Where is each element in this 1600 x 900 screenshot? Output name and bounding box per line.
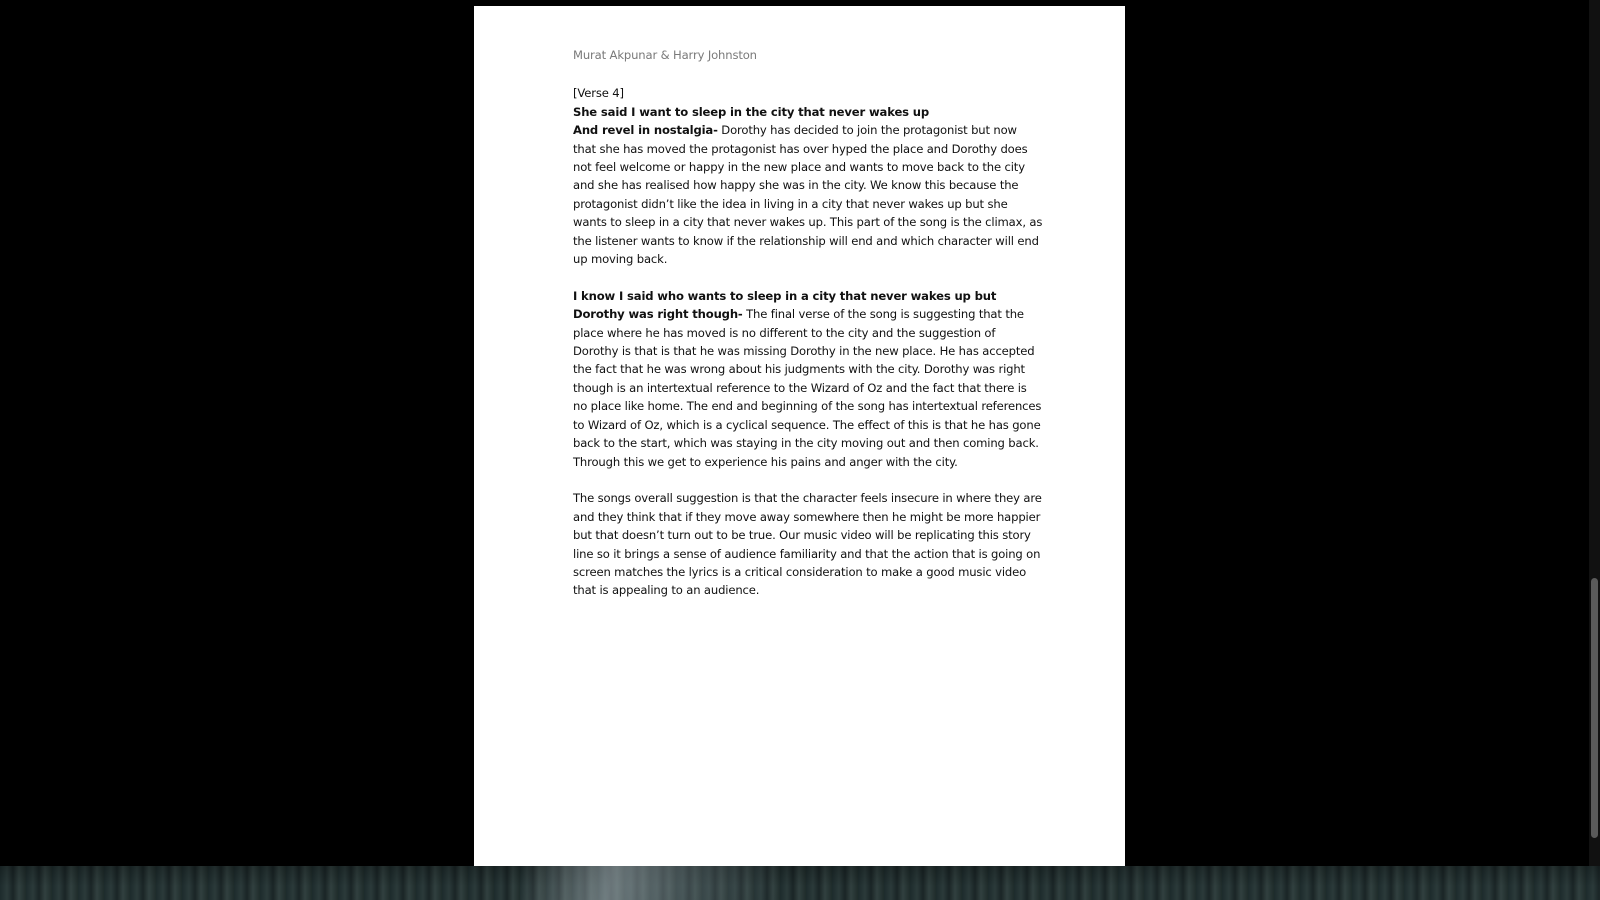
document-page <box>474 6 1125 866</box>
verse-heading: [Verse 4] <box>573 86 624 101</box>
conclusion-paragraph: The songs overall suggestion is that the character feels insecure in where they are and they think that if they move away somewhere then he might be more happier but that doesn’t turn out to be true. Our music video will be replicating this story line so it brings a sense of audience familiarity and that the action that is going on screen matches the lyrics is a critical consideration to make a good music video that is appealing to an audience. <box>573 491 1042 598</box>
lyric-line: She said I want to sleep in the city that never wakes up <box>573 104 930 119</box>
lyric-lead: Dorothy was right though- <box>573 307 743 322</box>
analysis-text: Dorothy has decided to join the protagonist but now that she has moved the protagonist has over hyped the place and Dorothy does not feel welcome or happy in the new place and wants to move back to the city and she has realised how happy she was in the city. We know this because the protagonist didn’t like the idea in living in a city that never wakes up but she wants to sleep in a city that never wakes up. This part of the song is the climax, as the listener wants to know if the relationship will end and which character will end up moving back. <box>573 123 1043 267</box>
vertical-scrollbar[interactable] <box>1589 0 1600 866</box>
lyric-line: I know I said who wants to sleep in a city that never wakes up but <box>573 288 997 303</box>
lyric-lead: And revel in nostalgia- <box>573 123 718 138</box>
document-body <box>573 46 1043 600</box>
desktop-background <box>0 866 1600 900</box>
scrollbar-thumb[interactable] <box>1591 578 1598 838</box>
page-header-authors: Murat Akpunar & Harry Johnston <box>573 48 757 62</box>
analysis-text: The final verse of the song is suggesting that the place where he has moved is no different to the city and the suggestion of Dorothy is that is that he was missing Dorothy in the new place. He has accepted the fact that he was wrong about his judgments with the city. Dorothy was right though is an intertextual reference to the Wizard of Oz and the fact that there is no place like home. The end and beginning of the song has intertextual references to Wizard of Oz, which is a cyclical sequence. The effect of this is that he has gone back to the start, which was staying in the city moving out and then coming back. Through this we get to experience his pains and anger with the city. <box>573 307 1042 469</box>
verse-block <box>573 84 1043 268</box>
verse-block <box>573 287 1043 471</box>
